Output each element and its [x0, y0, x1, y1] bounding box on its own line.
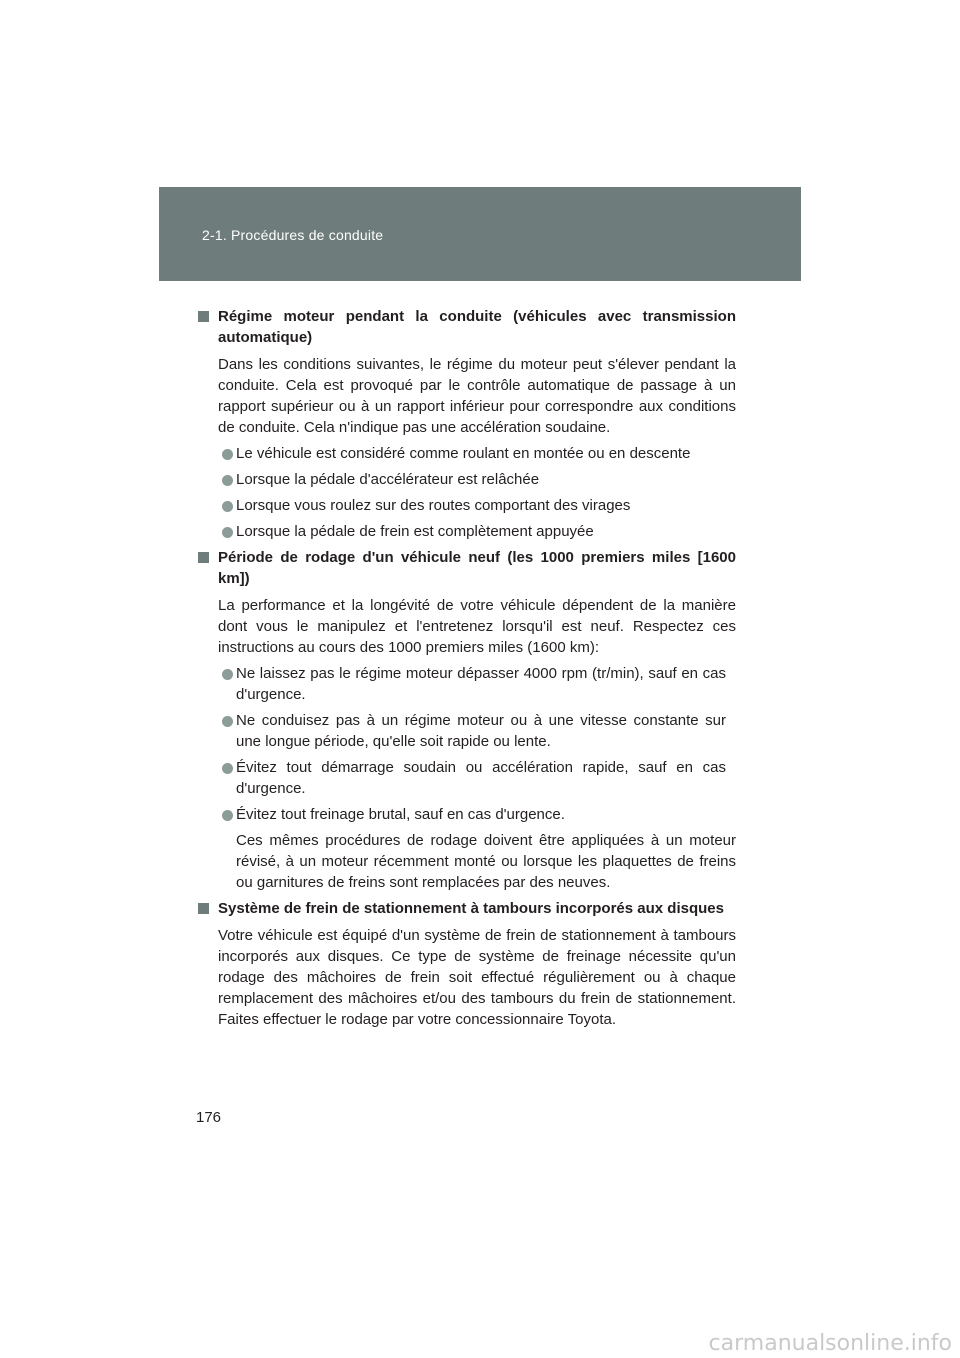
list-item-text: Lorsque la pédale de frein est complètement appuyée: [236, 523, 594, 540]
section-title: [196, 547, 736, 589]
section-paragraph: Dans les conditions suivantes, le régime du moteur peut s'élever pendant la conduite. Cela est provoqué par le contrôle automatique de passage à un rapport supérieur ou à un rapport inférieur pour correspondre aux conditions de conduite. Cela n'indique pas une accélération soudaine.: [218, 356, 736, 436]
page-number: 176: [196, 1109, 222, 1126]
section-title: [196, 898, 736, 919]
section-title-text: Régime moteur pendant la conduite (véhicules avec transmission automatique): [218, 308, 736, 346]
list-item-text: Ne conduisez pas à un régime moteur ou à une vitesse constante sur une longue période, qu'elle soit rapide ou lente.: [236, 712, 726, 750]
list-item: [196, 663, 736, 705]
list-item-text: Le véhicule est considéré comme roulant en montée ou en descente: [236, 445, 691, 462]
circle-bullet-icon: [222, 449, 233, 460]
list-item-text: Évitez tout démarrage soudain ou accélération rapide, sauf en cas d'urgence.: [236, 759, 726, 797]
square-bullet-icon: [198, 311, 209, 322]
circle-bullet-icon: [222, 716, 233, 727]
list-item-text: Lorsque la pédale d'accélérateur est relâchée: [236, 471, 540, 488]
list-item: [196, 443, 736, 464]
note-paragraph: Ces mêmes procédures de rodage doivent être appliquées à un moteur révisé, à un moteur récemment monté ou lorsque les plaquettes de freins ou garnitures de freins sont remplacées par des neuves.: [236, 832, 736, 891]
section-title: [196, 306, 736, 348]
circle-bullet-icon: [222, 475, 233, 486]
section-title-text: Période de rodage d'un véhicule neuf (les 1000 premiers miles [1600 km]): [218, 549, 736, 587]
list-item: [196, 757, 736, 799]
circle-bullet-icon: [222, 669, 233, 680]
circle-bullet-icon: [222, 501, 233, 512]
list-item-text: Lorsque vous roulez sur des routes comportant des virages: [236, 497, 631, 514]
section-paragraph: Votre véhicule est équipé d'un système de frein de stationnement à tambours incorporés aux disques. Ce type de système de freinage nécessite qu'un rodage des mâchoires de frein soit effectué régulièrement ou à chaque remplacement des mâchoires et/ou des tambours du frein de stationnement. Faites effectuer le rodage par votre concessionnaire Toyota.: [218, 927, 736, 1028]
watermark: carmanualsonline.info: [708, 1331, 952, 1356]
list-item: [196, 804, 736, 825]
list-item: [196, 469, 736, 490]
list-item: [196, 710, 736, 752]
section-title-text: Système de frein de stationnement à tambours incorporés aux disques: [218, 900, 724, 917]
circle-bullet-icon: [222, 527, 233, 538]
list-item: [196, 495, 736, 516]
square-bullet-icon: [198, 903, 209, 914]
list-item-text: Ne laissez pas le régime moteur dépasser 4000 rpm (tr/min), sauf en cas d'urgence.: [236, 665, 726, 703]
list-item: [196, 521, 736, 542]
circle-bullet-icon: [222, 810, 233, 821]
section-paragraph: La performance et la longévité de votre véhicule dépendent de la manière dont vous le manipulez et l'entretenez lorsqu'il est neuf. Respectez ces instructions au cours des 1000 premiers miles (1600 km):: [218, 597, 736, 656]
list-item-text: Évitez tout freinage brutal, sauf en cas d'urgence.: [236, 806, 565, 823]
page-content: [196, 306, 736, 1035]
circle-bullet-icon: [222, 763, 233, 774]
chapter-title: 2-1. Procédures de conduite: [202, 227, 384, 243]
chapter-header: [159, 187, 801, 281]
square-bullet-icon: [198, 552, 209, 563]
